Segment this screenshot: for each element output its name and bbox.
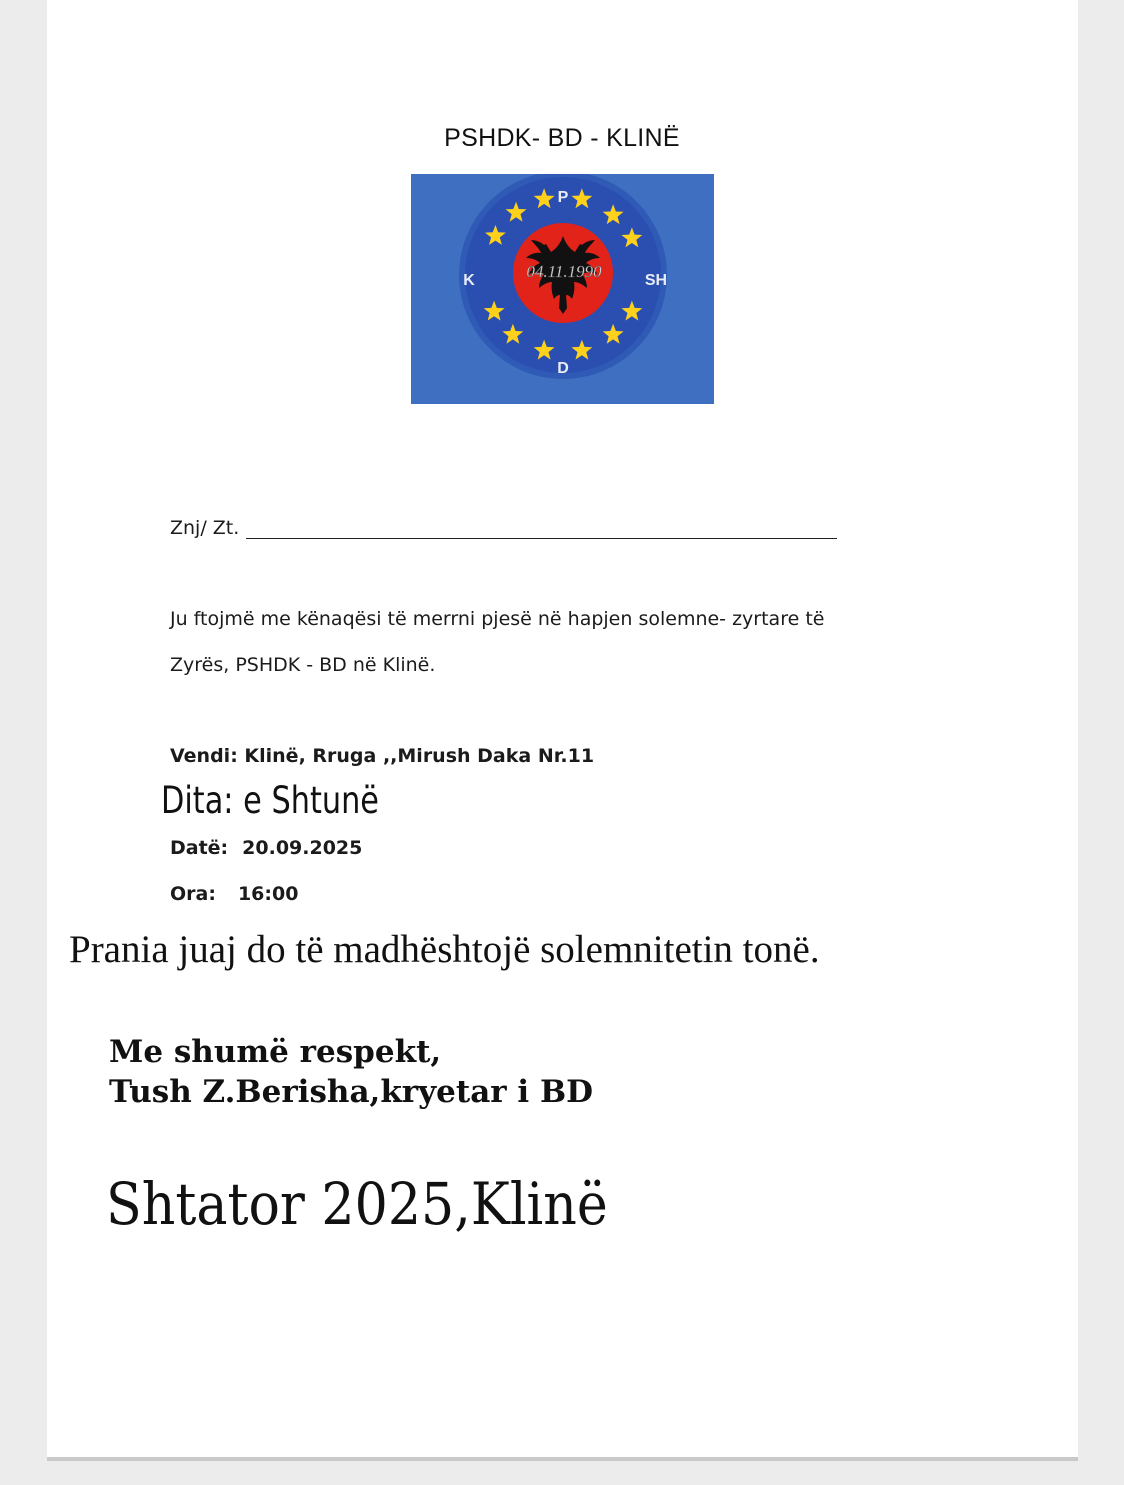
party-logo (411, 174, 714, 404)
respect-line: Me shumë respekt, (109, 1034, 442, 1070)
date-value: 20.09.2025 (242, 837, 363, 859)
place-date-line: Shtator 2025,Klinë (106, 1170, 608, 1238)
time-line (170, 883, 298, 905)
logo-letter-right: SH (644, 272, 668, 289)
invitation-line-2: Zyrës, PSHDK - BD në Klinë. (170, 654, 436, 676)
recipient-label: Znj/ Zt. (170, 517, 240, 539)
invitation-line-1: Ju ftojmë me kënaqësi të merrni pjesë në hapjen solemne- zyrtare të (170, 608, 825, 630)
time-value: 16:00 (237, 883, 299, 905)
logo-letter-left: K (463, 272, 475, 289)
page-edge (47, 1457, 1078, 1461)
day-line: Dita: e Shtunë (161, 779, 379, 822)
signatory-line: Tush Z.Berisha,kryetar i BD (109, 1074, 594, 1110)
logo-letter-top: P (557, 189, 569, 206)
recipient-blank-line (246, 538, 837, 539)
time-label: Ora: (170, 883, 216, 905)
logo-date: 04.11.1990 (526, 262, 602, 281)
date-line (170, 837, 362, 859)
venue-line: Vendi: Klinë, Rruga ,,Mirush Daka Nr.11 (170, 745, 595, 767)
logo-letter-bottom: D (557, 360, 569, 377)
header-title: PSHDK- BD - KLINË (444, 124, 680, 152)
presence-sentence: Prania juaj do të madhështojë solemnitetin tonë. (69, 928, 820, 971)
date-label: Datë: (170, 837, 229, 859)
